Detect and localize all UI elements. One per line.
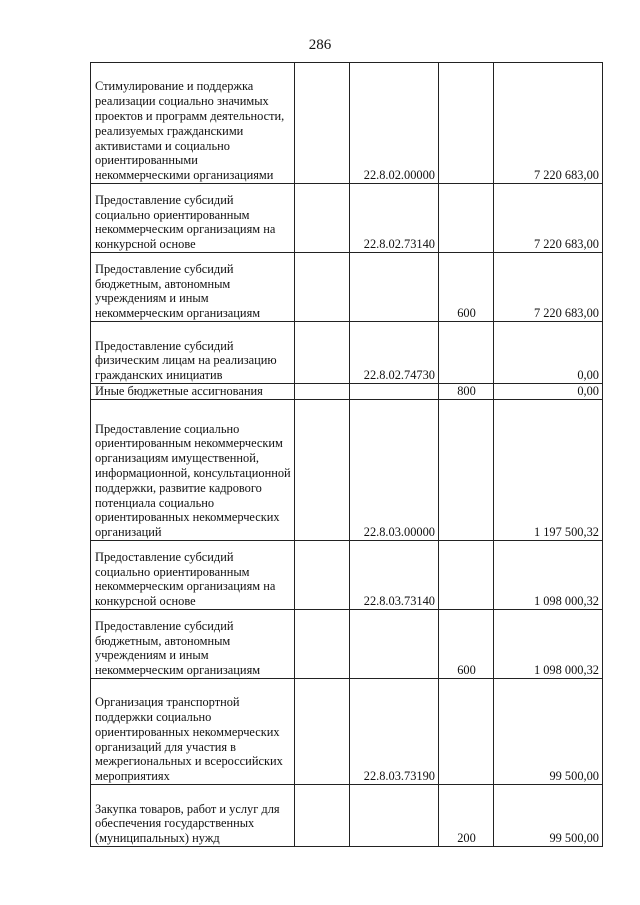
row-code: 22.8.03.73140	[350, 541, 439, 610]
row-name: Предоставление субсидий социально ориентированным некоммерческим организациям на конкурсной основе	[91, 541, 295, 610]
row-sum: 1 098 000,32	[494, 610, 603, 679]
row-blank-cell	[295, 184, 350, 253]
row-sum: 7 220 683,00	[494, 253, 603, 322]
budget-table	[90, 62, 603, 847]
table-row	[91, 610, 603, 679]
row-blank-cell	[295, 785, 350, 847]
table-row	[91, 322, 603, 384]
row-blank-cell	[295, 541, 350, 610]
row-blank-cell	[295, 253, 350, 322]
row-code	[350, 384, 439, 400]
row-blank-cell	[295, 610, 350, 679]
row-sum: 1 098 000,32	[494, 541, 603, 610]
row-sum: 99 500,00	[494, 785, 603, 847]
row-code	[350, 610, 439, 679]
row-blank-cell	[295, 679, 350, 785]
row-name: Предоставление субсидий социально ориентированным некоммерческим организациям на конкурсной основе	[91, 184, 295, 253]
row-code: 22.8.02.00000	[350, 63, 439, 184]
row-name: Предоставление субсидий бюджетным, автономным учреждениям и иным некоммерческим организациям	[91, 610, 295, 679]
row-type: 800	[439, 384, 494, 400]
row-name: Иные бюджетные ассигнования	[91, 384, 295, 400]
row-name: Стимулирование и поддержка реализации социально значимых проектов и программ деятельности, реализуемых гражданскими активистами и социально ориентированными некоммерческими организациями	[91, 63, 295, 184]
row-type: 600	[439, 253, 494, 322]
row-type: 600	[439, 610, 494, 679]
row-sum: 7 220 683,00	[494, 63, 603, 184]
row-code	[350, 253, 439, 322]
table-row	[91, 679, 603, 785]
table-row	[91, 541, 603, 610]
row-type: 200	[439, 785, 494, 847]
row-name: Организация транспортной поддержки социально ориентированных некоммерческих организаций для участия в межрегиональных и всероссийских мероприятиях	[91, 679, 295, 785]
row-code	[350, 785, 439, 847]
row-type	[439, 184, 494, 253]
row-code: 22.8.02.73140	[350, 184, 439, 253]
row-code: 22.8.03.73190	[350, 679, 439, 785]
row-type	[439, 541, 494, 610]
row-blank-cell	[295, 384, 350, 400]
row-type	[439, 679, 494, 785]
row-blank-cell	[295, 63, 350, 184]
row-sum: 0,00	[494, 322, 603, 384]
row-name: Предоставление социально ориентированным некоммерческим организациям имущественной, информационной, консультационной поддержки, развитие кадрового потенциала социально ориентированных некоммерческих организаций	[91, 400, 295, 541]
row-sum: 1 197 500,32	[494, 400, 603, 541]
row-sum: 7 220 683,00	[494, 184, 603, 253]
table-row	[91, 253, 603, 322]
table-row	[91, 184, 603, 253]
row-name: Закупка товаров, работ и услуг для обеспечения государственных (муниципальных) нужд	[91, 785, 295, 847]
row-blank-cell	[295, 322, 350, 384]
row-sum: 99 500,00	[494, 679, 603, 785]
table-row	[91, 63, 603, 184]
row-sum: 0,00	[494, 384, 603, 400]
row-name: Предоставление субсидий физическим лицам на реализацию гражданских инициатив	[91, 322, 295, 384]
row-type	[439, 322, 494, 384]
row-code: 22.8.02.74730	[350, 322, 439, 384]
row-code: 22.8.03.00000	[350, 400, 439, 541]
table-row	[91, 785, 603, 847]
table-row	[91, 400, 603, 541]
table-row	[91, 384, 603, 400]
row-type	[439, 63, 494, 184]
row-name: Предоставление субсидий бюджетным, автономным учреждениям и иным некоммерческим организациям	[91, 253, 295, 322]
row-blank-cell	[295, 400, 350, 541]
row-type	[439, 400, 494, 541]
page-number: 286	[308, 37, 332, 53]
